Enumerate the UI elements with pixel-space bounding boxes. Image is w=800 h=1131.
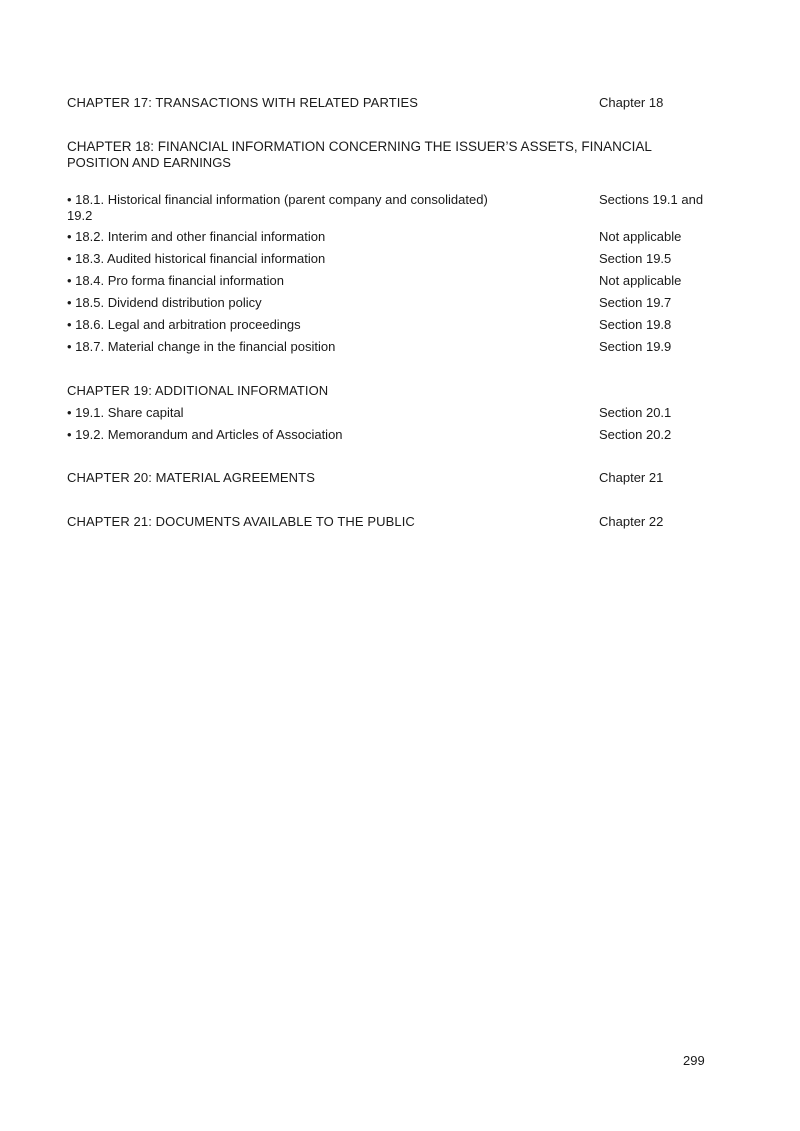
item-ref: Section 19.5 xyxy=(599,251,672,266)
item-ref: Section 19.7 xyxy=(599,295,672,310)
item-ref: Section 19.8 xyxy=(599,317,672,332)
item-label: • 18.3. Audited historical financial information xyxy=(67,251,326,266)
item-label: • 18.5. Dividend distribution policy xyxy=(67,295,262,310)
item-label: • 18.2. Interim and other financial information xyxy=(67,229,326,244)
item-label: • 18.1. Historical financial information (parent company and consolidated) xyxy=(67,192,488,207)
chapter-20-ref: Chapter 21 xyxy=(599,470,664,485)
chapter-21-ref: Chapter 22 xyxy=(599,514,664,529)
chapter-18-title-line1: CHAPTER 18: FINANCIAL INFORMATION CONCERNING THE ISSUER’S ASSETS, FINANCIAL xyxy=(67,139,652,154)
chapter-21-title: CHAPTER 21: DOCUMENTS AVAILABLE TO THE PUBLIC xyxy=(67,514,415,529)
item-ref: Not applicable xyxy=(599,229,682,244)
chapter-20-title: CHAPTER 20: MATERIAL AGREEMENTS xyxy=(67,470,315,485)
item-label: • 18.4. Pro forma financial information xyxy=(67,273,284,288)
item-ref: Section 20.2 xyxy=(599,427,672,442)
chapter-17-title: CHAPTER 17: TRANSACTIONS WITH RELATED PARTIES xyxy=(67,95,418,110)
item-ref: Section 20.1 xyxy=(599,405,672,420)
chapter-17-ref: Chapter 18 xyxy=(599,95,664,110)
item-label: • 18.6. Legal and arbitration proceedings xyxy=(67,317,301,332)
item-label: • 19.1. Share capital xyxy=(67,405,184,420)
item-ref: Sections 19.1 and xyxy=(599,192,704,207)
chapter-18-title-line2: POSITION AND EARNINGS xyxy=(67,155,231,170)
item-ref: Not applicable xyxy=(599,273,682,288)
item-label: • 18.7. Material change in the financial position xyxy=(67,339,336,354)
chapter-19-title: CHAPTER 19: ADDITIONAL INFORMATION xyxy=(67,383,329,398)
item-label-continuation: 19.2 xyxy=(67,208,93,223)
item-label: • 19.2. Memorandum and Articles of Association xyxy=(67,427,343,442)
item-ref: Section 19.9 xyxy=(599,339,672,354)
page-number: 299 xyxy=(683,1053,705,1068)
